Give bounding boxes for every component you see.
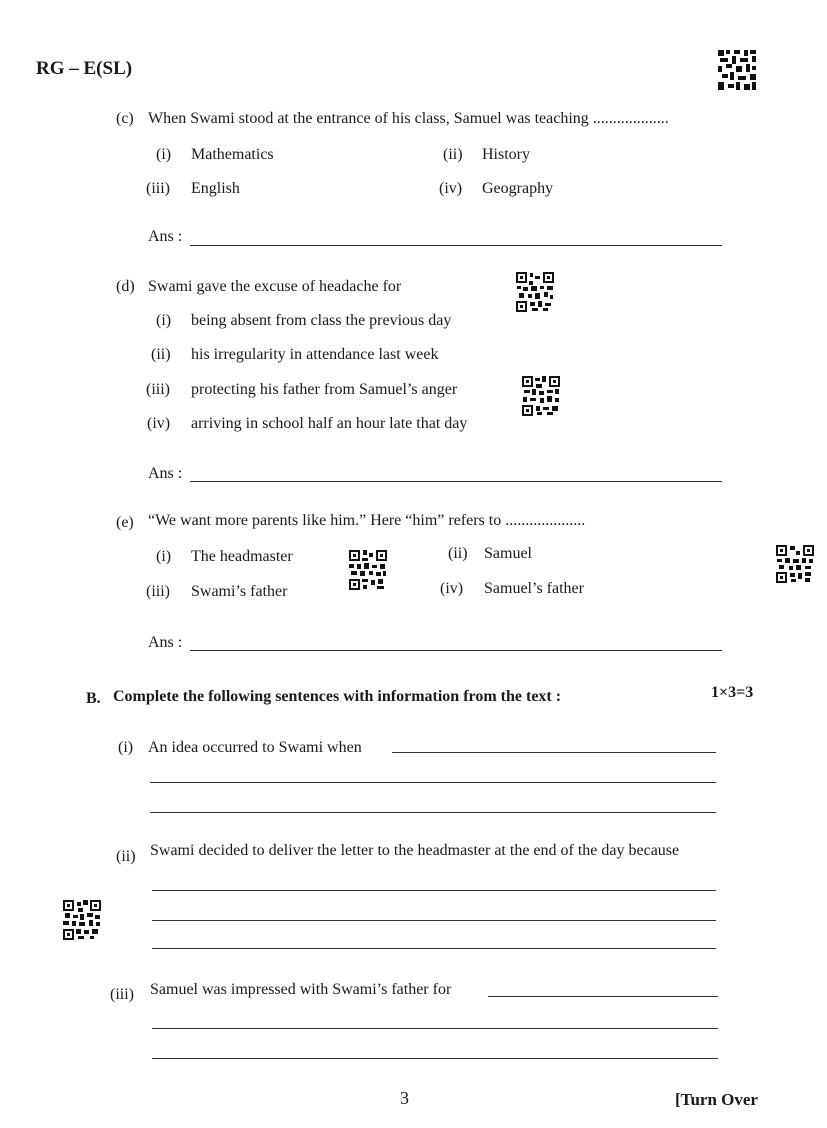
option-text: Samuel’s father — [484, 580, 584, 597]
option-num: (iv) — [147, 415, 171, 432]
sentence-text: Swami decided to deliver the letter to the headmaster at the end of the day because — [150, 842, 680, 859]
sentence-num: (ii) — [116, 848, 136, 865]
option-num: (i) — [156, 312, 172, 329]
option-num: (iii) — [146, 583, 170, 600]
option-num: (iv) — [439, 180, 463, 197]
option-text: History — [482, 146, 530, 163]
question-e-label: (e) — [116, 514, 134, 531]
answer-line[interactable] — [392, 752, 716, 753]
option-text: Geography — [482, 180, 554, 197]
qr-code-icon — [349, 550, 387, 590]
answer-line[interactable] — [152, 948, 716, 949]
sentence-num: (i) — [118, 739, 134, 756]
marks: 1×3=3 — [711, 684, 754, 701]
option-num: (i) — [156, 146, 172, 163]
qr-code-icon — [522, 376, 560, 416]
paper-code: RG – E(SL) — [36, 58, 133, 79]
question-c-label: (c) — [116, 110, 134, 127]
answer-line[interactable] — [150, 782, 716, 783]
qr-code-icon — [63, 900, 101, 940]
option-num: (iv) — [440, 580, 464, 597]
answer-line[interactable] — [190, 481, 722, 482]
question-e-text: “We want more parents like him.” Here “him” refers to .................... — [148, 512, 586, 529]
answer-line[interactable] — [152, 890, 716, 891]
question-d-text: Swami gave the excuse of headache for — [148, 278, 402, 295]
option-num: (iii) — [146, 180, 170, 197]
option-text: English — [191, 180, 240, 197]
page-number: 3 — [400, 1088, 409, 1108]
section-b-heading: Complete the following sentences with information from the text : — [113, 688, 562, 705]
option-num: (ii) — [448, 545, 468, 562]
option-text: being absent from class the previous day — [191, 312, 452, 329]
section-b-label: B. — [86, 690, 101, 707]
question-c-text: When Swami stood at the entrance of his class, Samuel was teaching ................... — [148, 110, 669, 127]
sentence-text: Samuel was impressed with Swami’s father for — [150, 981, 452, 998]
answer-line[interactable] — [152, 1058, 718, 1059]
option-text: his irregularity in attendance last week — [191, 346, 439, 363]
qr-code-icon — [716, 48, 758, 92]
answer-line[interactable] — [488, 996, 718, 997]
option-text: protecting his father from Samuel’s anger — [191, 381, 458, 398]
qr-code-icon — [776, 545, 814, 583]
option-text: arriving in school half an hour late that day — [191, 415, 468, 432]
answer-label: Ans : — [148, 228, 183, 245]
sentence-text: An idea occurred to Swami when — [148, 739, 362, 756]
answer-label: Ans : — [148, 465, 183, 482]
option-num: (ii) — [151, 346, 171, 363]
answer-line[interactable] — [152, 1028, 718, 1029]
option-num: (i) — [156, 548, 172, 565]
option-text: Samuel — [484, 545, 532, 562]
answer-label: Ans : — [148, 634, 183, 651]
option-text: The headmaster — [191, 548, 293, 565]
question-d-label: (d) — [116, 278, 135, 295]
answer-line[interactable] — [150, 812, 716, 813]
option-num: (iii) — [146, 381, 170, 398]
answer-line[interactable] — [152, 920, 716, 921]
option-text: Swami’s father — [191, 583, 288, 600]
option-num: (ii) — [443, 146, 463, 163]
turn-over: [Turn Over — [675, 1090, 758, 1109]
sentence-num: (iii) — [110, 986, 134, 1003]
answer-line[interactable] — [190, 245, 722, 246]
option-text: Mathematics — [191, 146, 274, 163]
answer-line[interactable] — [190, 650, 722, 651]
qr-code-icon — [516, 272, 554, 312]
